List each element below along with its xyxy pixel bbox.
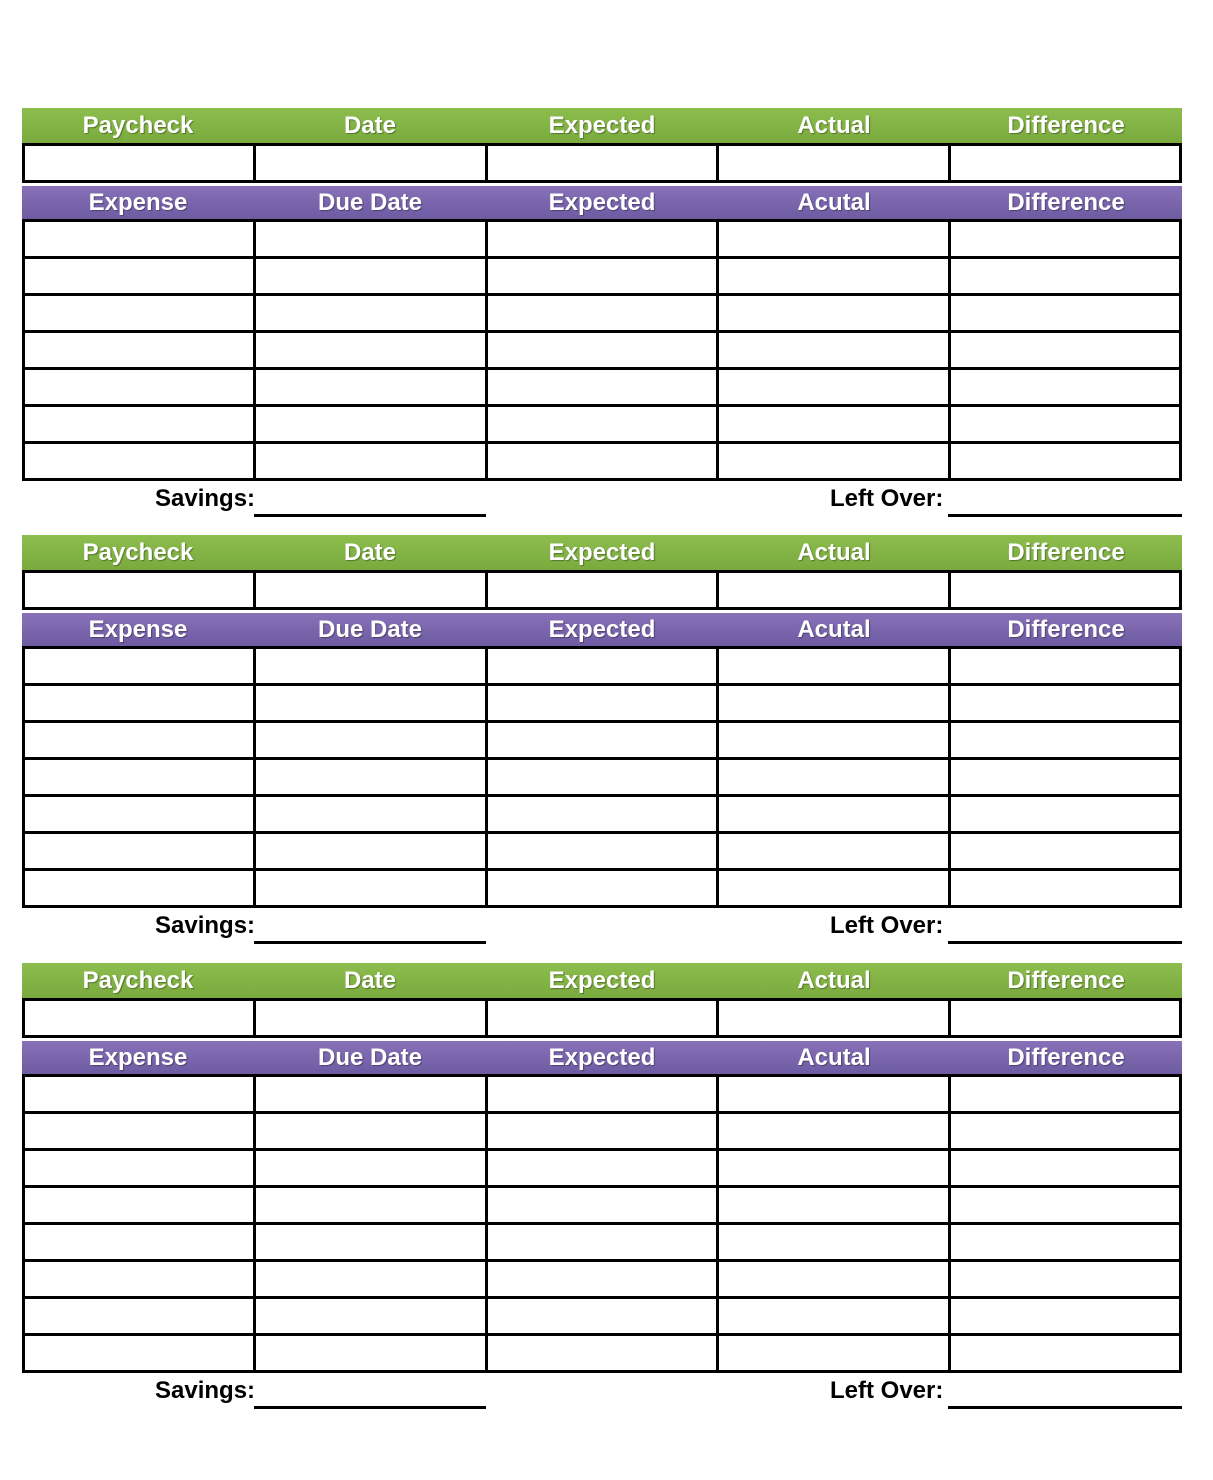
expense-input-cell[interactable] bbox=[719, 370, 950, 407]
expense-input-cell[interactable] bbox=[25, 444, 256, 481]
expense-input-cell[interactable] bbox=[256, 333, 487, 370]
expense-header-cell: Expected bbox=[548, 1043, 656, 1071]
expense-header-cell: Difference bbox=[1007, 615, 1125, 643]
expense-input-cell[interactable] bbox=[25, 222, 256, 259]
expense-input-cell[interactable] bbox=[719, 444, 950, 481]
paycheck-header-cell: Difference bbox=[1007, 111, 1125, 139]
expense-table bbox=[22, 1074, 1182, 1373]
expense-input-cell[interactable] bbox=[256, 1262, 487, 1299]
expense-input-cell[interactable] bbox=[488, 834, 719, 871]
left-over-label: Left Over: bbox=[830, 485, 944, 512]
expense-input-cell[interactable] bbox=[719, 1077, 950, 1114]
paycheck-entry-row bbox=[22, 570, 1182, 610]
expense-input-cell[interactable] bbox=[256, 760, 487, 797]
expense-header-cell: Due Date bbox=[317, 615, 423, 643]
savings-input-line[interactable] bbox=[254, 514, 486, 517]
paycheck-header-cell: Paycheck bbox=[82, 966, 194, 994]
expense-table bbox=[22, 219, 1182, 481]
expense-input-cell[interactable] bbox=[256, 1299, 487, 1336]
expense-input-cell[interactable] bbox=[951, 1188, 1182, 1225]
paycheck-header-cell: Difference bbox=[1007, 966, 1125, 994]
paycheck-header-cell: Date bbox=[343, 538, 397, 566]
expense-input-cell[interactable] bbox=[951, 649, 1182, 686]
expense-input-cell[interactable] bbox=[256, 834, 487, 871]
expense-header-cell: Expense bbox=[88, 615, 188, 643]
paycheck-input-cell[interactable] bbox=[951, 573, 1182, 610]
savings-label: Savings: bbox=[155, 1377, 256, 1404]
paycheck-header-row bbox=[22, 108, 1182, 143]
expense-header-cell: Expected bbox=[548, 188, 656, 216]
paycheck-input-cell[interactable] bbox=[25, 146, 256, 183]
expense-input-cell[interactable] bbox=[488, 1299, 719, 1336]
expense-input-cell[interactable] bbox=[719, 686, 950, 723]
expense-input-cell[interactable] bbox=[488, 1114, 719, 1151]
expense-input-cell[interactable] bbox=[488, 1336, 719, 1373]
expense-input-cell[interactable] bbox=[256, 797, 487, 834]
paycheck-input-cell[interactable] bbox=[256, 1001, 487, 1038]
paycheck-input-cell[interactable] bbox=[256, 146, 487, 183]
expense-input-cell[interactable] bbox=[256, 407, 487, 444]
savings-input-line[interactable] bbox=[254, 1406, 486, 1409]
expense-input-cell[interactable] bbox=[719, 1114, 950, 1151]
expense-input-cell[interactable] bbox=[488, 1077, 719, 1114]
expense-input-cell[interactable] bbox=[951, 1299, 1182, 1336]
expense-input-cell[interactable] bbox=[719, 871, 950, 908]
expense-input-cell[interactable] bbox=[25, 834, 256, 871]
expense-input-cell[interactable] bbox=[951, 723, 1182, 760]
expense-header-cell: Difference bbox=[1007, 1043, 1125, 1071]
expense-input-cell[interactable] bbox=[488, 686, 719, 723]
left-over-input-line[interactable] bbox=[948, 941, 1182, 944]
expense-input-cell[interactable] bbox=[25, 259, 256, 296]
savings-label: Savings: bbox=[155, 485, 256, 512]
expense-input-cell[interactable] bbox=[25, 1225, 256, 1262]
expense-input-cell[interactable] bbox=[25, 370, 256, 407]
expense-input-cell[interactable] bbox=[951, 1262, 1182, 1299]
expense-input-cell[interactable] bbox=[719, 407, 950, 444]
paycheck-input-cell[interactable] bbox=[488, 573, 719, 610]
expense-input-cell[interactable] bbox=[951, 1336, 1182, 1373]
expense-input-cell[interactable] bbox=[488, 1262, 719, 1299]
left-over-input-line[interactable] bbox=[948, 514, 1182, 517]
expense-input-cell[interactable] bbox=[25, 1077, 256, 1114]
expense-input-cell[interactable] bbox=[719, 1299, 950, 1336]
budget-section-2 bbox=[22, 535, 1182, 948]
paycheck-input-cell[interactable] bbox=[488, 146, 719, 183]
paycheck-header-cell: Actual bbox=[797, 538, 871, 566]
paycheck-header-cell: Expected bbox=[548, 538, 656, 566]
savings-label: Savings: bbox=[155, 912, 256, 939]
paycheck-input-cell[interactable] bbox=[256, 573, 487, 610]
expense-header-row bbox=[22, 186, 1182, 219]
expense-input-cell[interactable] bbox=[951, 1114, 1182, 1151]
expense-input-cell[interactable] bbox=[256, 296, 487, 333]
expense-header-cell: Due Date bbox=[317, 1043, 423, 1071]
expense-input-cell[interactable] bbox=[719, 723, 950, 760]
left-over-label: Left Over: bbox=[830, 1377, 944, 1404]
expense-input-cell[interactable] bbox=[488, 333, 719, 370]
expense-input-cell[interactable] bbox=[951, 259, 1182, 296]
expense-input-cell[interactable] bbox=[488, 723, 719, 760]
section-footer bbox=[22, 908, 1182, 948]
expense-input-cell[interactable] bbox=[256, 1077, 487, 1114]
expense-header-row bbox=[22, 1041, 1182, 1074]
expense-input-cell[interactable] bbox=[719, 1151, 950, 1188]
paycheck-input-cell[interactable] bbox=[951, 1001, 1182, 1038]
paycheck-header-cell: Paycheck bbox=[82, 538, 194, 566]
paycheck-input-cell[interactable] bbox=[951, 146, 1182, 183]
paycheck-header-cell: Expected bbox=[548, 966, 656, 994]
expense-input-cell[interactable] bbox=[256, 1151, 487, 1188]
expense-input-cell[interactable] bbox=[719, 296, 950, 333]
expense-input-cell[interactable] bbox=[488, 1151, 719, 1188]
expense-input-cell[interactable] bbox=[256, 649, 487, 686]
expense-input-cell[interactable] bbox=[25, 1336, 256, 1373]
paycheck-input-cell[interactable] bbox=[25, 1001, 256, 1038]
expense-input-cell[interactable] bbox=[719, 797, 950, 834]
section-footer bbox=[22, 481, 1182, 521]
expense-input-cell[interactable] bbox=[951, 834, 1182, 871]
paycheck-input-cell[interactable] bbox=[488, 1001, 719, 1038]
paycheck-entry-row bbox=[22, 998, 1182, 1038]
expense-input-cell[interactable] bbox=[488, 797, 719, 834]
expense-input-cell[interactable] bbox=[719, 1262, 950, 1299]
expense-input-cell[interactable] bbox=[719, 760, 950, 797]
expense-input-cell[interactable] bbox=[719, 1336, 950, 1373]
expense-input-cell[interactable] bbox=[951, 444, 1182, 481]
expense-input-cell[interactable] bbox=[719, 834, 950, 871]
section-footer bbox=[22, 1373, 1182, 1413]
expense-input-cell[interactable] bbox=[256, 259, 487, 296]
budget-section-3 bbox=[22, 963, 1182, 1413]
expense-input-cell[interactable] bbox=[488, 1188, 719, 1225]
left-over-input-line[interactable] bbox=[948, 1406, 1182, 1409]
expense-input-cell[interactable] bbox=[488, 407, 719, 444]
expense-header-row bbox=[22, 613, 1182, 646]
paycheck-header-cell: Expected bbox=[548, 111, 656, 139]
expense-input-cell[interactable] bbox=[488, 259, 719, 296]
expense-input-cell[interactable] bbox=[256, 1336, 487, 1373]
expense-input-cell[interactable] bbox=[25, 871, 256, 908]
expense-input-cell[interactable] bbox=[25, 686, 256, 723]
expense-input-cell[interactable] bbox=[256, 444, 487, 481]
expense-input-cell[interactable] bbox=[719, 259, 950, 296]
expense-input-cell[interactable] bbox=[256, 871, 487, 908]
expense-input-cell[interactable] bbox=[951, 296, 1182, 333]
expense-input-cell[interactable] bbox=[488, 1225, 719, 1262]
paycheck-header-row bbox=[22, 963, 1182, 998]
expense-input-cell[interactable] bbox=[25, 1188, 256, 1225]
expense-input-cell[interactable] bbox=[488, 760, 719, 797]
paycheck-header-cell: Date bbox=[343, 966, 397, 994]
expense-input-cell[interactable] bbox=[256, 1225, 487, 1262]
expense-input-cell[interactable] bbox=[256, 1188, 487, 1225]
expense-input-cell[interactable] bbox=[256, 370, 487, 407]
expense-input-cell[interactable] bbox=[25, 1299, 256, 1336]
expense-header-cell: Acutal bbox=[797, 1043, 871, 1071]
expense-input-cell[interactable] bbox=[256, 686, 487, 723]
expense-input-cell[interactable] bbox=[25, 407, 256, 444]
expense-input-cell[interactable] bbox=[25, 296, 256, 333]
expense-input-cell[interactable] bbox=[951, 222, 1182, 259]
expense-header-cell: Expense bbox=[88, 1043, 188, 1071]
expense-input-cell[interactable] bbox=[951, 760, 1182, 797]
expense-input-cell[interactable] bbox=[719, 333, 950, 370]
expense-input-cell[interactable] bbox=[951, 797, 1182, 834]
expense-header-cell: Acutal bbox=[797, 615, 871, 643]
expense-header-cell: Expense bbox=[88, 188, 188, 216]
expense-input-cell[interactable] bbox=[25, 1114, 256, 1151]
expense-input-cell[interactable] bbox=[25, 1151, 256, 1188]
paycheck-header-cell: Paycheck bbox=[82, 111, 194, 139]
expense-input-cell[interactable] bbox=[25, 333, 256, 370]
expense-input-cell[interactable] bbox=[951, 871, 1182, 908]
expense-header-cell: Due Date bbox=[317, 188, 423, 216]
paycheck-header-cell: Date bbox=[343, 111, 397, 139]
expense-input-cell[interactable] bbox=[951, 1151, 1182, 1188]
expense-input-cell[interactable] bbox=[25, 1262, 256, 1299]
expense-table bbox=[22, 646, 1182, 908]
expense-input-cell[interactable] bbox=[719, 1225, 950, 1262]
expense-input-cell[interactable] bbox=[951, 1225, 1182, 1262]
expense-input-cell[interactable] bbox=[719, 1188, 950, 1225]
expense-input-cell[interactable] bbox=[488, 444, 719, 481]
paycheck-input-cell[interactable] bbox=[719, 1001, 950, 1038]
expense-input-cell[interactable] bbox=[488, 871, 719, 908]
paycheck-input-cell[interactable] bbox=[25, 573, 256, 610]
paycheck-header-row bbox=[22, 535, 1182, 570]
expense-input-cell[interactable] bbox=[951, 407, 1182, 444]
expense-input-cell[interactable] bbox=[951, 686, 1182, 723]
paycheck-input-cell[interactable] bbox=[719, 146, 950, 183]
expense-header-cell: Acutal bbox=[797, 188, 871, 216]
expense-input-cell[interactable] bbox=[719, 222, 950, 259]
expense-input-cell[interactable] bbox=[25, 649, 256, 686]
paycheck-input-cell[interactable] bbox=[719, 573, 950, 610]
left-over-label: Left Over: bbox=[830, 912, 944, 939]
expense-input-cell[interactable] bbox=[951, 370, 1182, 407]
paycheck-header-cell: Difference bbox=[1007, 538, 1125, 566]
expense-input-cell[interactable] bbox=[488, 370, 719, 407]
expense-input-cell[interactable] bbox=[25, 760, 256, 797]
expense-input-cell[interactable] bbox=[488, 222, 719, 259]
paycheck-entry-row bbox=[22, 143, 1182, 183]
savings-input-line[interactable] bbox=[254, 941, 486, 944]
expense-input-cell[interactable] bbox=[951, 1077, 1182, 1114]
expense-input-cell[interactable] bbox=[25, 797, 256, 834]
expense-input-cell[interactable] bbox=[719, 649, 950, 686]
expense-input-cell[interactable] bbox=[256, 222, 487, 259]
expense-input-cell[interactable] bbox=[25, 723, 256, 760]
expense-input-cell[interactable] bbox=[951, 333, 1182, 370]
expense-header-cell: Expected bbox=[548, 615, 656, 643]
paycheck-header-cell: Actual bbox=[797, 111, 871, 139]
expense-input-cell[interactable] bbox=[256, 1114, 487, 1151]
paycheck-header-cell: Actual bbox=[797, 966, 871, 994]
expense-input-cell[interactable] bbox=[256, 723, 487, 760]
expense-input-cell[interactable] bbox=[488, 296, 719, 333]
expense-header-cell: Difference bbox=[1007, 188, 1125, 216]
expense-input-cell[interactable] bbox=[488, 649, 719, 686]
budget-section-1 bbox=[22, 108, 1182, 521]
